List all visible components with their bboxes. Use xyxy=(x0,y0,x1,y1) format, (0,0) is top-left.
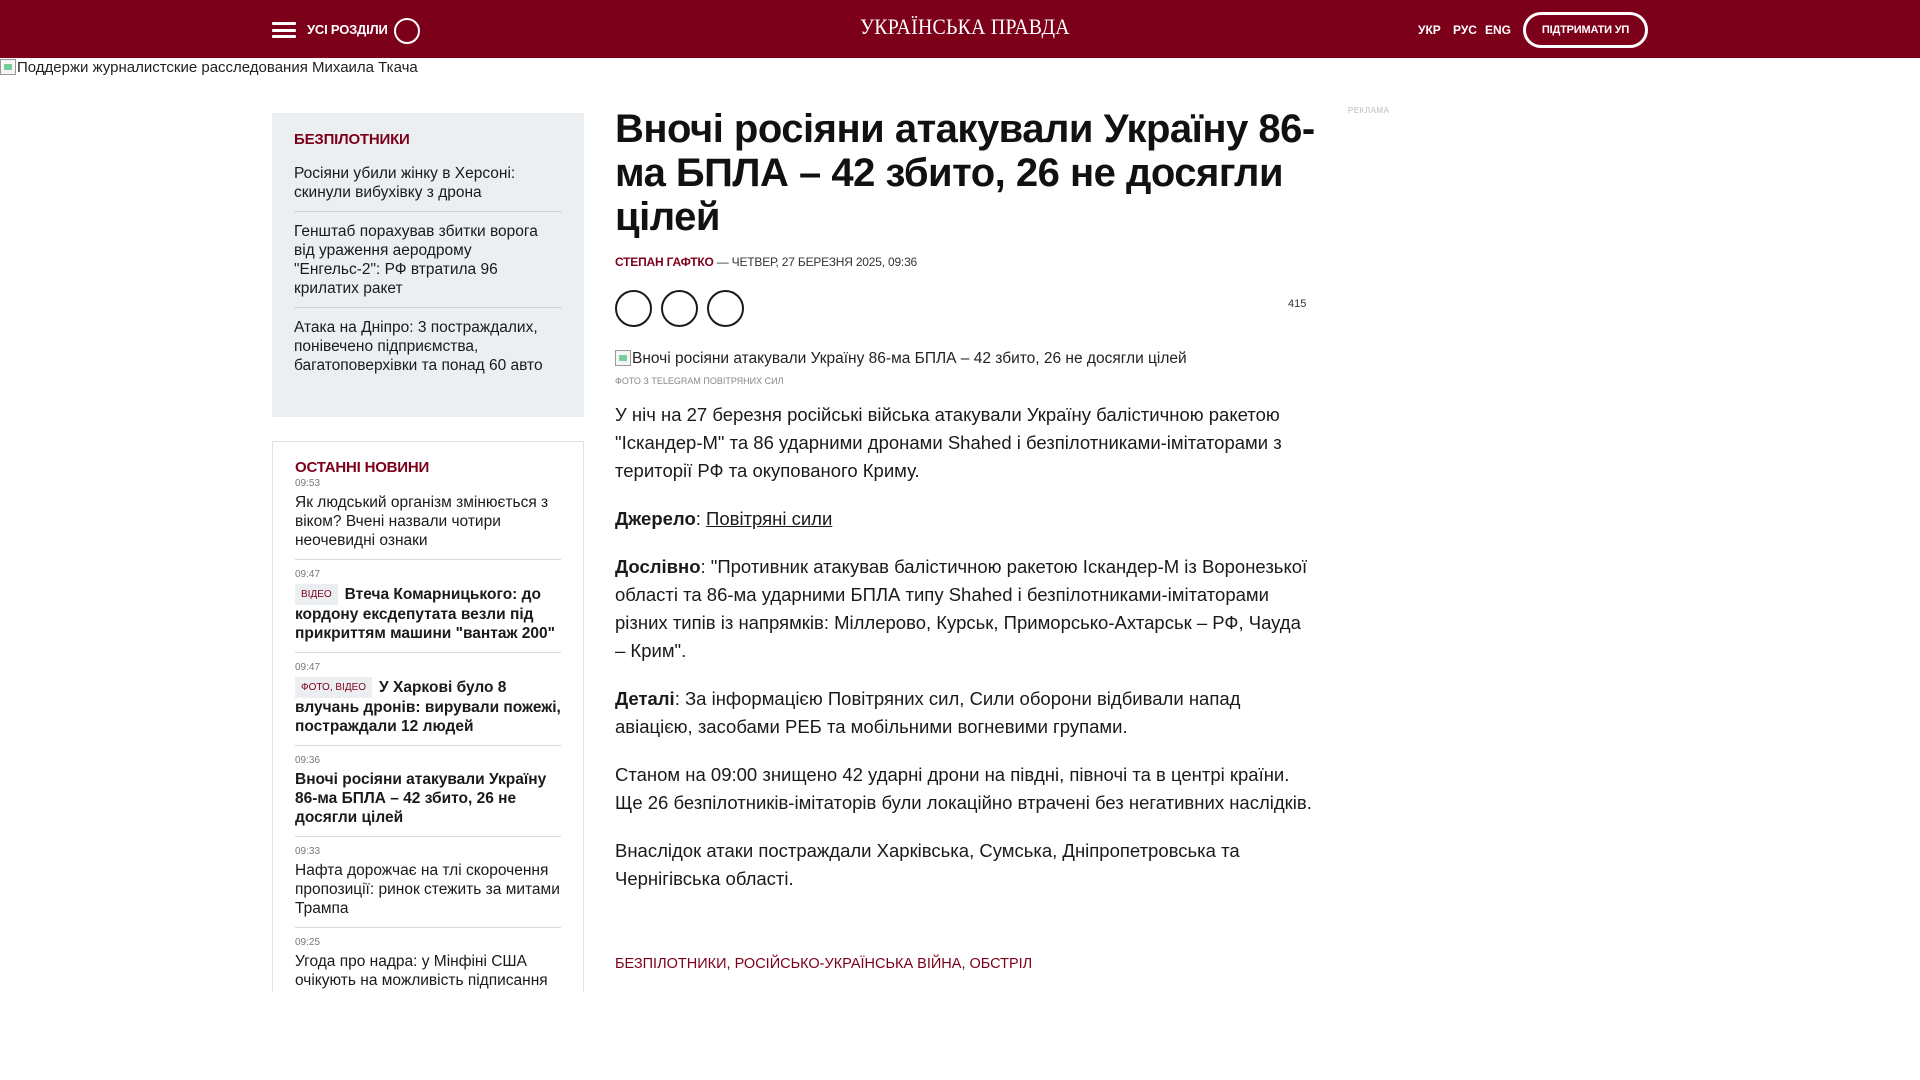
news-item[interactable] xyxy=(295,478,561,560)
photo-alt-text: Вночі росіяни атакували Україну 86-ма БПЛА – 42 збито, 26 не досягли цілей xyxy=(632,350,1187,367)
news-headline-text: Як людський організм змінюється з віком? Вчені назвали чотири неочевидні ознаки xyxy=(295,494,549,549)
tag-separator: , xyxy=(726,956,735,972)
latest-news-list xyxy=(295,478,561,1001)
broken-image-icon xyxy=(615,350,631,366)
quote-text: : "Противник атакував балістичною ракетою Іскандер-М із Воронезької області та 86-ма ударними БПЛА типу Shahed і безпілотниками-імітаторами різних типів із напрямків: Міллерово, Курськ, Приморсько-Ахтарськ – РФ, Чауда – Крим". xyxy=(615,556,1308,661)
details-label: Деталі xyxy=(615,688,675,709)
news-headline-text: Вночі росіяни атакували Україну 86-ма БПЛА – 42 збито, 26 не досягли цілей xyxy=(295,771,547,826)
lang-eng-link[interactable]: ENG xyxy=(1485,23,1512,37)
latest-news-title[interactable]: ОСТАННІ НОВИНИ xyxy=(295,459,430,476)
photo-caption: ФОТО З TELEGRAM ПОВІТРЯНИХ СИЛ xyxy=(615,376,784,386)
article-details xyxy=(615,685,1315,741)
author-link[interactable]: СТЕПАН ГАФТКО xyxy=(615,255,714,269)
news-time: 09:25 xyxy=(295,937,321,948)
news-headline-text: У Харкові було 8 влучань дронів: вирували пожежі, постраждали 12 людей xyxy=(295,679,561,735)
news-headline[interactable] xyxy=(295,770,561,827)
news-headline[interactable] xyxy=(295,677,561,736)
tag-link[interactable]: РОСІЙСЬКО-УКРАЇНСЬКА ВІЙНА xyxy=(734,956,962,972)
news-item[interactable] xyxy=(295,569,561,653)
article-paragraph: Станом на 09:00 знищено 42 ударні дрони на півдні, півночі та в центрі країни. Ще 26 безпілотників-імітаторів були локаційно втрачені без негативних наслідків. xyxy=(615,764,1312,813)
news-item[interactable] xyxy=(295,755,561,837)
ad-label: РЕКЛАМА xyxy=(1348,106,1390,115)
details-text: : За інформацією Повітряних сил, Сили оборони відбивали напад авіацією, засобами РЕБ та мобільними вогневими групами. xyxy=(615,688,1241,737)
article-headline: Вночі росіяни атакували Україну 86-ма БПЛА – 42 збито, 26 не досягли цілей xyxy=(615,107,1315,239)
news-item[interactable] xyxy=(295,846,561,928)
article-quote xyxy=(615,553,1315,665)
news-headline[interactable] xyxy=(295,493,561,550)
news-time: 09:33 xyxy=(295,846,321,857)
tag-link[interactable]: БЕЗПІЛОТНИКИ xyxy=(615,956,727,972)
topic-link[interactable]: Атака на Дніпро: 3 постраждалих, понівечено підприємства, багатоповерхівки та понад 60 авто xyxy=(294,319,543,374)
news-time: 09:47 xyxy=(295,569,321,580)
article-source xyxy=(615,505,1315,533)
site-logo[interactable]: УКРАЇНСЬКА ПРАВДА xyxy=(860,14,1070,39)
topic-link[interactable]: Генштаб порахував збитки ворога від ураження аеродрому "Енгельс-2": РФ втратила 96 крилатих ракет xyxy=(294,222,562,308)
site-header xyxy=(0,0,1920,58)
source-separator: : xyxy=(695,508,707,529)
topic-box xyxy=(272,113,584,417)
quote-label: Дослівно xyxy=(615,556,701,577)
media-badge: ФОТО, ВІДЕО xyxy=(295,677,372,698)
topic-link[interactable]: Росіяни убили жінку в Херсоні: скинули вибухівку з дрона xyxy=(294,164,562,212)
latest-news-box xyxy=(272,441,584,1001)
byline xyxy=(615,255,917,269)
publish-date: — ЧЕТВЕР, 27 БЕРЕЗНЯ 2025, 09:36 xyxy=(713,255,918,269)
news-time: 09:47 xyxy=(295,662,321,673)
tag-separator: , xyxy=(961,956,970,972)
all-sections-link[interactable]: УСІ РОЗДІЛИ xyxy=(307,22,388,37)
banner-alt-text: Поддержи журналистские расследования Михаила Ткача xyxy=(17,59,418,76)
facebook-icon[interactable] xyxy=(615,290,652,327)
promo-banner[interactable] xyxy=(0,59,418,76)
news-time: 09:36 xyxy=(295,755,321,766)
lang-rus-link[interactable]: РУС xyxy=(1453,23,1477,37)
source-label: Джерело xyxy=(615,508,696,529)
media-badge: ВІДЕО xyxy=(295,584,338,605)
news-headline[interactable] xyxy=(295,584,561,643)
news-headline-text: Угода про надра: у Мінфіні США очікують на можливість підписання xyxy=(295,953,548,989)
view-count: 415 xyxy=(1288,298,1307,310)
article-photo xyxy=(615,350,1187,368)
article-tags xyxy=(615,956,1032,972)
topic-box-title[interactable]: БЕЗПІЛОТНИКИ xyxy=(294,131,410,148)
broken-image-icon xyxy=(0,59,16,75)
support-button[interactable]: ПІДТРИМАТИ УП xyxy=(1523,12,1648,48)
article-paragraph: У ніч на 27 березня російські війська атакували Україну балістичною ракетою "Іскандер-М" та 86 ударними дронами Shahed і безпілотниками-імітаторами з території РФ та окупованого Криму. xyxy=(615,404,1282,481)
article-body xyxy=(615,401,1315,913)
news-item[interactable] xyxy=(295,662,561,746)
news-headline[interactable] xyxy=(295,861,561,918)
article-paragraph: Внаслідок атаки постраждали Харківська, Сумська, Дніпропетровська та Чернігівська області. xyxy=(615,840,1240,889)
search-icon[interactable] xyxy=(394,18,420,44)
hamburger-menu-icon[interactable] xyxy=(272,22,296,38)
lang-ukr-link[interactable]: УКР xyxy=(1418,23,1441,37)
source-link[interactable]: Повітряні сили xyxy=(706,508,833,529)
tag-link[interactable]: ОБСТРІЛ xyxy=(969,956,1033,972)
page-fold xyxy=(0,992,1920,1080)
news-headline-text: Нафта дорожчає на тлі скорочення пропозиції: ринок стежить за митами Трампа xyxy=(295,862,560,917)
twitter-icon[interactable] xyxy=(661,290,698,327)
telegram-icon[interactable] xyxy=(707,290,744,327)
news-headline-text: Втеча Комарницького: до кордону ексдепутата везли під прикриттям машини "вантаж 200" xyxy=(295,586,556,642)
news-time: 09:53 xyxy=(295,478,321,489)
